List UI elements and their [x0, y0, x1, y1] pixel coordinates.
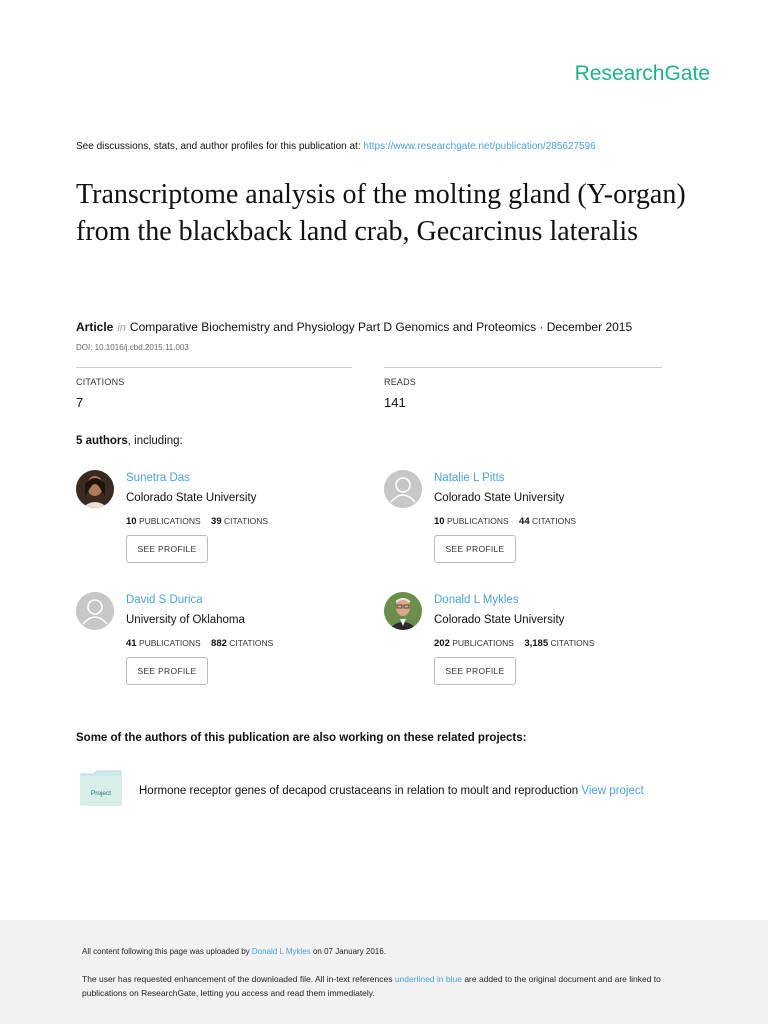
default-avatar-icon[interactable]: [384, 470, 422, 508]
publication-meta: [76, 320, 632, 334]
author-counts: [126, 638, 273, 649]
publication-count: 10: [126, 516, 137, 527]
publication-count: 10: [434, 516, 445, 527]
publication-count: 41: [126, 638, 137, 649]
in-label: in: [117, 322, 126, 334]
citation-count: 39: [211, 516, 222, 527]
related-project: [139, 785, 644, 797]
note-prefix: The user has requested enhancement of the downloaded file. All in-text references: [82, 974, 393, 984]
see-profile-button[interactable]: SEE PROFILE: [434, 657, 516, 685]
publications-label: PUBLICATIONS: [138, 516, 201, 526]
view-project-link[interactable]: View project: [581, 785, 644, 797]
journal-info: Comparative Biochemistry and Physiology Part D Genomics and Proteomics · December 2015: [129, 320, 633, 334]
note-suffix: are added to the original document and are linked to publications on ResearchGate, letting you access and read them immediately.: [82, 974, 661, 998]
publications-label: PUBLICATIONS: [452, 638, 514, 648]
author-institution: University of Oklahoma: [126, 614, 245, 626]
citations-label: CITATIONS: [224, 516, 269, 526]
citations-label: CITATIONS: [229, 638, 274, 648]
author-photo[interactable]: [384, 592, 422, 630]
citation-count: 882: [211, 638, 227, 649]
author-name[interactable]: Natalie L Pitts: [434, 472, 505, 484]
author-name[interactable]: Sunetra Das: [126, 472, 190, 484]
citations-label: CITATIONS: [532, 516, 577, 526]
doi: DOI: 10.1016/j.cbd.2015.11.003: [76, 343, 189, 352]
upload-info: [82, 947, 386, 956]
upload-prefix: All content following this page was uploaded by: [82, 947, 250, 956]
author-name[interactable]: Donald L Mykles: [434, 594, 519, 606]
author-institution: Colorado State University: [434, 614, 565, 626]
author-counts: [434, 638, 595, 649]
author-card: [384, 592, 654, 712]
reads-label: READS: [384, 377, 417, 387]
author-counts: [126, 516, 268, 527]
author-card: [76, 592, 346, 712]
see-profile-button[interactable]: SEE PROFILE: [126, 535, 208, 563]
footer: [0, 920, 768, 1024]
author-photo[interactable]: [76, 470, 114, 508]
see-profile-button[interactable]: SEE PROFILE: [434, 535, 516, 563]
author-card: [76, 470, 346, 590]
author-name[interactable]: David S Durica: [126, 594, 203, 606]
related-projects-heading: Some of the authors of this publication are also working on these related projects:: [76, 732, 527, 744]
publications-label: PUBLICATIONS: [138, 638, 201, 648]
publication-title: Transcriptome analysis of the molting gland (Y-organ) from the blackback land crab, Gecarcinus lateralis: [76, 179, 686, 247]
project-title: Hormone receptor genes of decapod crustaceans in relation to moult and reproduction: [139, 785, 579, 797]
enhancement-note: [82, 972, 682, 1000]
publication-url-link[interactable]: https://www.researchgate.net/publication/285627596: [363, 141, 596, 152]
citation-count: 3,185: [524, 638, 549, 649]
author-institution: Colorado State University: [434, 492, 565, 504]
default-avatar-icon[interactable]: [76, 592, 114, 630]
publication-count: 202: [434, 638, 450, 649]
reads-stat: [384, 367, 662, 410]
researchgate-logo[interactable]: ResearchGate: [574, 62, 710, 85]
project-icon-label: Project: [90, 790, 112, 797]
publications-label: PUBLICATIONS: [446, 516, 509, 526]
note-link: underlined in blue: [394, 974, 462, 984]
author-card: [384, 470, 654, 590]
uploader-link[interactable]: Donald L Mykles: [251, 947, 311, 956]
upload-suffix: on 07 January 2016.: [312, 947, 386, 956]
citation-count: 44: [519, 516, 530, 527]
discussion-line: [76, 141, 596, 152]
see-profile-button[interactable]: SEE PROFILE: [126, 657, 208, 685]
reads-value: 141: [384, 395, 406, 410]
author-institution: Colorado State University: [126, 492, 257, 504]
publication-type: Article: [76, 320, 114, 334]
project-folder-icon: [80, 770, 122, 806]
authors-heading: [76, 435, 183, 447]
author-counts: [434, 516, 576, 527]
citations-label: CITATIONS: [550, 638, 595, 648]
authors-heading-rest: , including:: [127, 435, 183, 447]
discussion-prefix: See discussions, stats, and author profiles for this publication at:: [76, 141, 361, 152]
citations-stat: [76, 367, 352, 410]
citations-label: CITATIONS: [76, 377, 125, 387]
authors-count: 5 authors: [76, 435, 128, 447]
citations-value: 7: [76, 395, 84, 410]
